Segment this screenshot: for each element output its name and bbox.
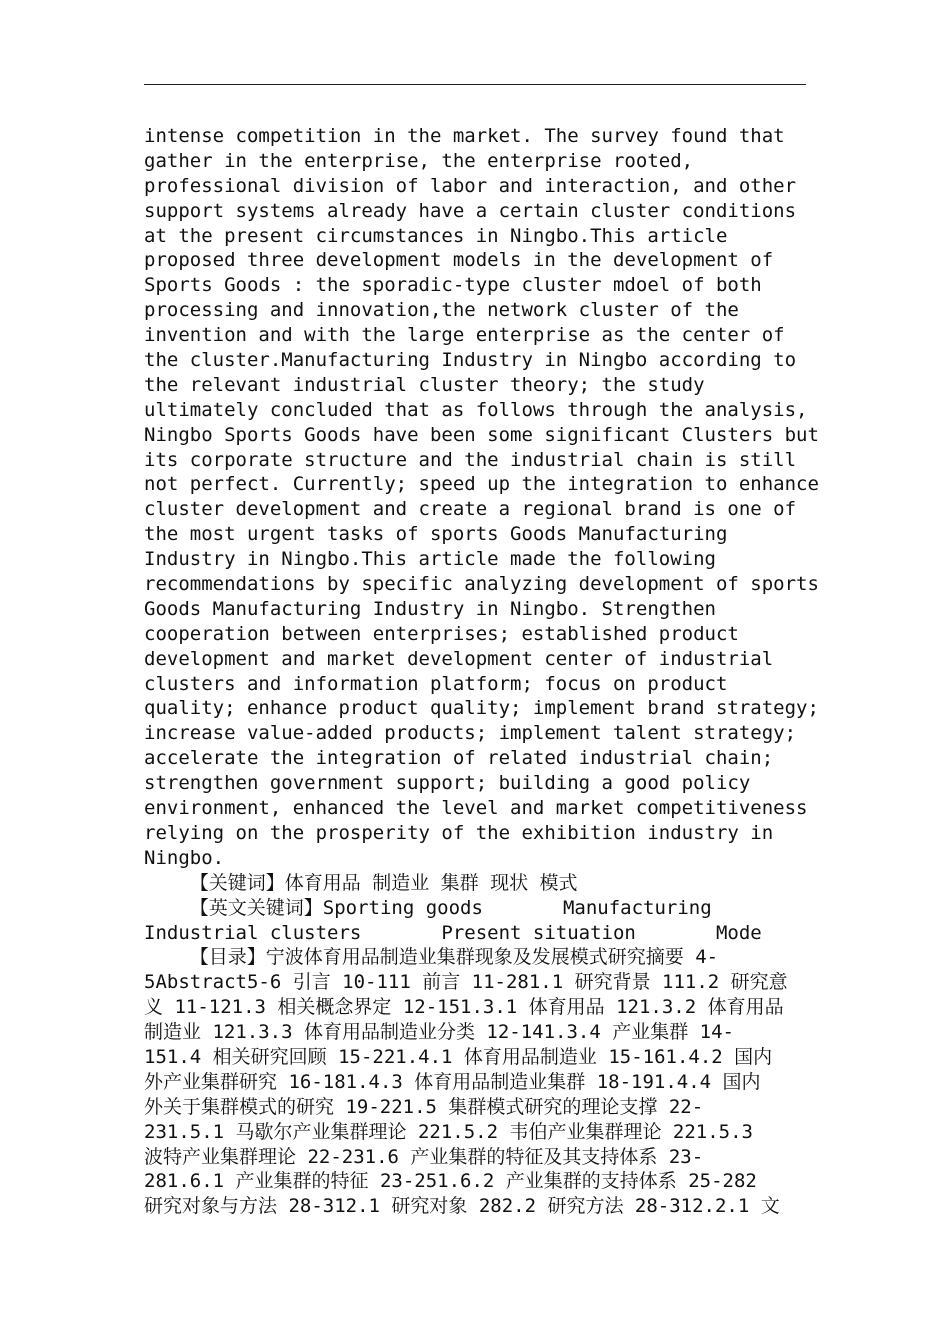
text-line: Ningbo. xyxy=(144,846,225,869)
keywords-line: 【关键词】体育用品 制造业 集群 现状 模式 xyxy=(144,871,578,894)
text-line: recommendations by specific analyzing development of sports xyxy=(144,573,819,596)
toc-line: 制造业 121.3.3 体育用品制造业分类 12-141.3.4 产业集群 14- xyxy=(144,1021,734,1044)
text-line: clusters and information platform; focus on product xyxy=(144,672,728,695)
toc-line: 151.4 相关研究回顾 15-221.4.1 体育用品制造业 15-161.4.2 国内 xyxy=(144,1045,773,1068)
text-line: 【英文关键词】Sporting goods Manufacturing xyxy=(144,896,712,919)
text-line: cluster development and create a regional brand is one of xyxy=(144,498,797,521)
text-line: Ningbo Sports Goods have been some significant Clusters but xyxy=(144,423,819,446)
toc-line: 【目录】宁波体育用品制造业集群现象及发展模式研究摘要 4- xyxy=(144,946,719,969)
text-line: proposed three development models in the development of xyxy=(144,249,774,272)
document-body xyxy=(144,124,819,1219)
toc-line: 研究对象与方法 28-312.1 研究对象 282.2 研究方法 28-312.2.1 文 xyxy=(144,1195,780,1218)
text-line: at the present circumstances in Ningbo.This article xyxy=(144,224,728,247)
text-line: relying on the prosperity of the exhibition industry in xyxy=(144,821,774,844)
text-line: increase value-added products; implement talent strategy; xyxy=(144,722,797,745)
text-line: quality; enhance product quality; implement brand strategy; xyxy=(144,697,819,720)
text-line: not perfect. Currently; speed up the integration to enhance xyxy=(144,473,819,496)
text-line: Industry in Ningbo.This article made the following xyxy=(144,548,716,571)
text-line: gather in the enterprise, the enterprise rooted, xyxy=(144,149,694,172)
text-line: strengthen government support; building a good policy xyxy=(144,772,751,795)
toc-line: 281.6.1 产业集群的特征 23-251.6.2 产业集群的支持体系 25-282 xyxy=(144,1170,757,1193)
abstract-paragraph xyxy=(144,124,819,871)
text-line: invention and with the large enterprise as the center of xyxy=(144,324,785,347)
text-line: Goods Manufacturing Industry in Ningbo. Strengthen xyxy=(144,597,716,620)
text-line: intense competition in the market. The survey found that xyxy=(144,125,785,147)
toc-line: 外产业集群研究 16-181.4.3 体育用品制造业集群 18-191.4.4 国内 xyxy=(144,1070,761,1093)
text-line: accelerate the integration of related industrial chain; xyxy=(144,747,774,770)
toc-line: 5Abstract5-6 引言 10-111 前言 11-281.1 研究背景 111.2 研究意 xyxy=(144,971,788,994)
text-line: cooperation between enterprises; established product xyxy=(144,622,739,645)
text-line: processing and innovation,the network cluster of the xyxy=(144,299,739,322)
text-line: ultimately concluded that as follows through the analysis, xyxy=(144,398,808,421)
text-line: Industrial clusters Present situation Mode xyxy=(144,921,762,944)
toc-line: 波特产业集群理论 22-231.6 产业集群的特征及其支持体系 23- xyxy=(144,1145,704,1168)
text-line: the cluster.Manufacturing Industry in Ningbo according to xyxy=(144,349,797,372)
toc-line: 231.5.1 马歇尔产业集群理论 221.5.2 韦伯产业集群理论 221.5.3 xyxy=(144,1120,753,1143)
header-rule xyxy=(144,84,806,85)
text-line: environment, enhanced the level and market competitiveness xyxy=(144,797,808,820)
text-line: the most urgent tasks of sports Goods Manufacturing xyxy=(144,523,728,546)
table-of-contents xyxy=(144,945,806,1219)
text-line: its corporate structure and the industrial chain is still xyxy=(144,448,797,471)
toc-line: 外关于集群模式的研究 19-221.5 集群模式研究的理论支撑 22- xyxy=(144,1095,704,1118)
toc-line: 义 11-121.3 相关概念界定 12-151.3.1 体育用品 121.3.2 体育用品 xyxy=(144,996,784,1019)
text-line: development and market development center of industrial xyxy=(144,647,774,670)
text-line: Sports Goods : the sporadic-type cluster mdoel of both xyxy=(144,274,762,297)
text-line: support systems already have a certain cluster conditions xyxy=(144,199,797,222)
text-line: professional division of labor and interaction, and other xyxy=(144,174,797,197)
text-line: the relevant industrial cluster theory; the study xyxy=(144,373,705,396)
english-keywords xyxy=(144,896,806,946)
